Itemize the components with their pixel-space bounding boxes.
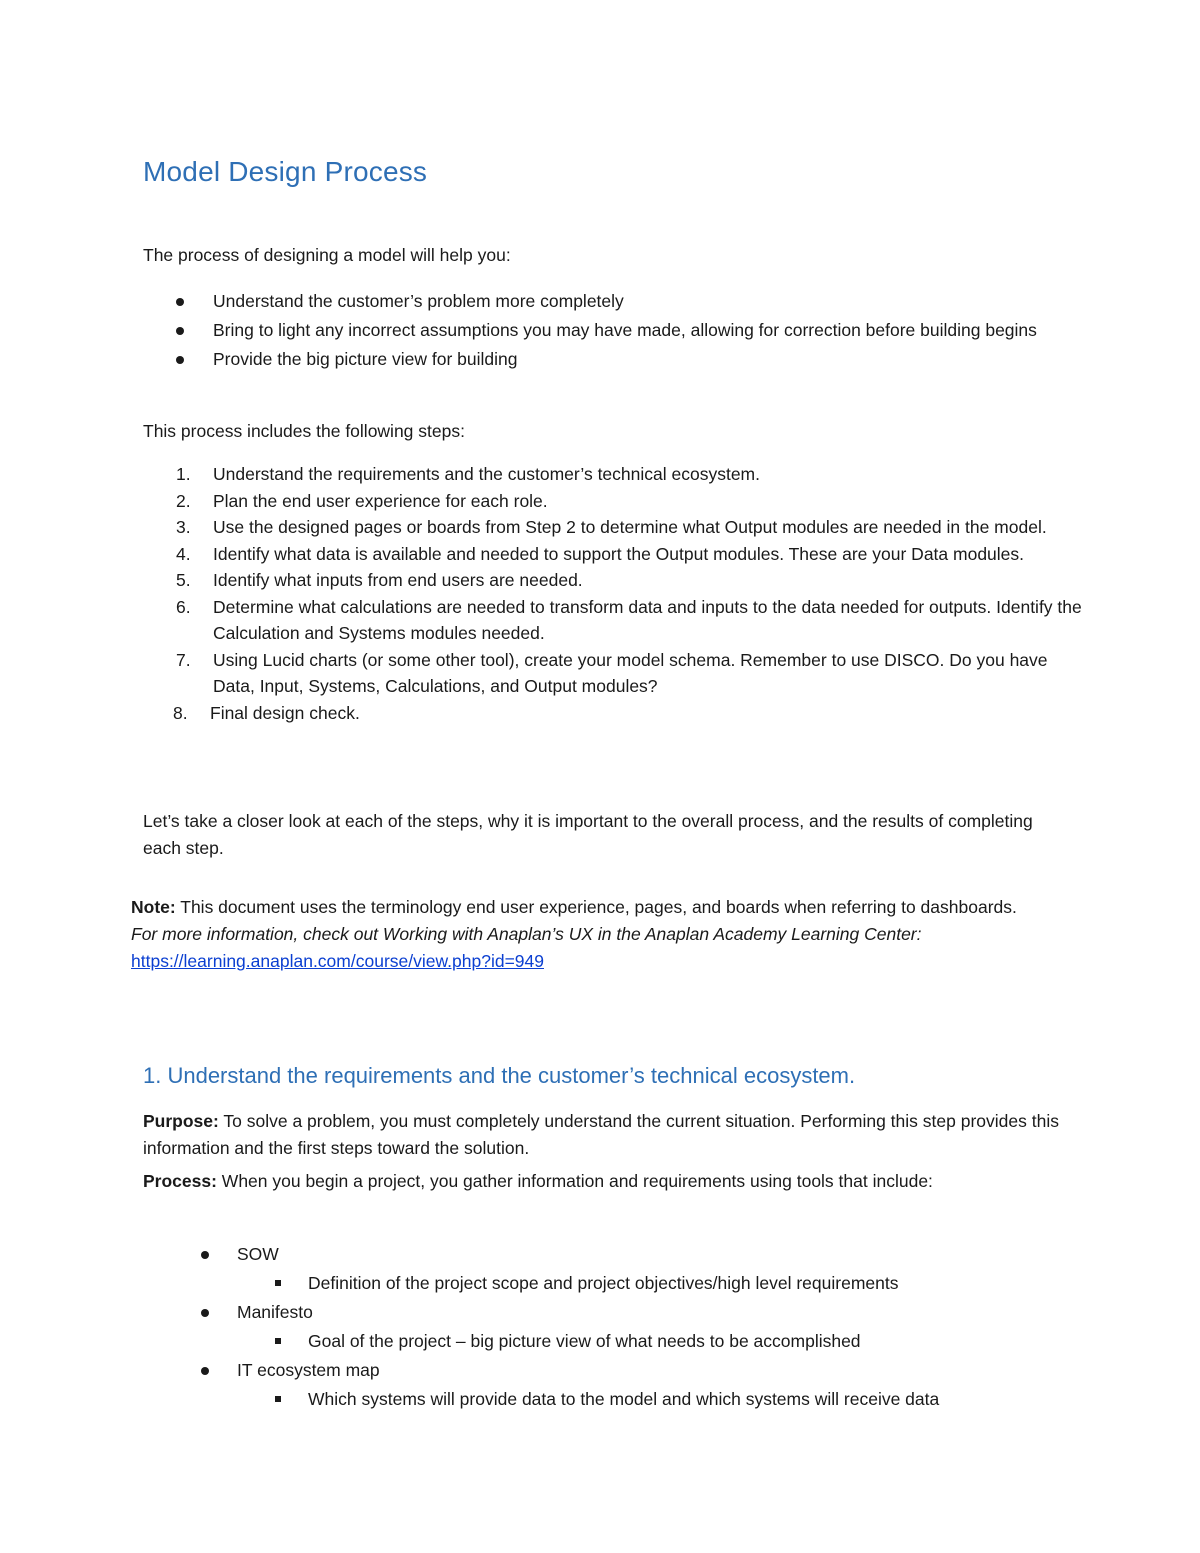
step-number: 4. [176,543,191,564]
page-title: Model Design Process [143,156,428,187]
step-number: 5. [176,570,191,590]
bullet-icon [201,1367,209,1375]
learning-center-link[interactable]: https://learning.anaplan.com/course/view.php?id=949 [131,951,544,971]
tool-detail: Goal of the project – big picture view of what needs to be accomplished [308,1331,861,1351]
bullet-icon [176,298,184,306]
step-text: Use the designed pages or boards from Step 2 to determine what Output modules are needed in the model. [213,517,1047,537]
bullet-icon [176,356,184,364]
tools-list [143,1240,1063,1414]
process-label: Process: [143,1171,217,1191]
step-number: 3. [176,517,191,537]
square-bullet-icon [275,1280,281,1286]
purpose-text: To solve a problem, you must completely understand the current situation. Performing this step provides this information and the first steps toward the solution. [143,1111,1059,1158]
purpose-label: Purpose: [143,1111,219,1131]
square-bullet-icon [275,1338,281,1344]
step-text: Determine what calculations are needed to transform data and inputs to the data needed for outputs. Identify the Calculation and Systems modules needed. [213,596,1082,643]
bullet-icon [201,1309,209,1317]
step-text: Using Lucid charts (or some other tool), create your model schema. Remember to use DISCO. Do you have Data, Input, Systems, Calculations, and Output modules? [213,649,1048,696]
tool-name: IT ecosystem map [237,1360,380,1380]
tool-name: Manifesto [237,1302,313,1322]
bullet-icon [201,1251,209,1259]
note-more-info: For more information, check out Working with Anaplan’s UX in the Anaplan Academy Learning Center: [131,924,922,944]
list-item [143,594,1083,647]
square-bullet-icon [275,1396,281,1402]
purpose-paragraph [143,1108,1063,1162]
list-item [143,461,1083,488]
process-text: When you begin a project, you gather information and requirements using tools that include: [216,1171,933,1191]
step-text: Final design check. [210,702,360,723]
list-item [143,514,1083,541]
tool-name: SOW [237,1244,279,1264]
step-number: 2. [176,490,191,511]
step-text: Identify what data is available and needed to support the Output modules. These are your Data modules. [213,543,1025,564]
list-item [143,567,1083,594]
list-item: Provide the big picture view for building [143,345,1043,374]
list-item [236,1327,1063,1356]
step-number: 1. [176,464,191,484]
step-number: 8. [173,702,188,723]
section-1-heading: 1. Understand the requirements and the customer’s technical ecosystem. [143,1063,856,1088]
intro-text: The process of designing a model will help you: [143,245,511,265]
steps-list [143,461,1083,726]
list-item [143,700,1083,727]
list-item [143,1240,1063,1298]
note-text: This document uses the terminology end user experience, pages, and boards when referring to dashboards. [175,897,1017,917]
list-item [143,647,1083,700]
note-label: Note: [131,897,176,917]
bullet-icon [176,327,184,335]
tool-detail: Which systems will provide data to the model and which systems will receive data [308,1389,940,1409]
list-item [143,1356,1063,1414]
step-number: 7. [176,649,191,670]
step-text: Identify what inputs from end users are needed. [213,570,583,590]
step-text: Plan the end user experience for each role. [213,490,548,511]
list-item [143,1298,1063,1356]
list-item [236,1269,1063,1298]
closer-text: Let’s take a closer look at each of the steps, why it is important to the overall process, and the results of completing each step. [143,811,1033,858]
step-number: 6. [176,596,191,617]
list-item [236,1385,1063,1414]
list-item: Bring to light any incorrect assumptions you may have made, allowing for correction before building begins [143,316,1043,345]
steps-intro-text: This process includes the following steps: [143,421,465,441]
note-block [131,894,1061,975]
list-item: Understand the customer’s problem more completely [143,287,1043,316]
tool-detail: Definition of the project scope and project objectives/high level requirements [308,1273,899,1293]
step-text: Understand the requirements and the customer’s technical ecosystem. [213,464,760,484]
benefits-list [143,287,1043,374]
list-item [143,541,1083,568]
list-item [143,488,1083,515]
process-paragraph [143,1168,1063,1195]
